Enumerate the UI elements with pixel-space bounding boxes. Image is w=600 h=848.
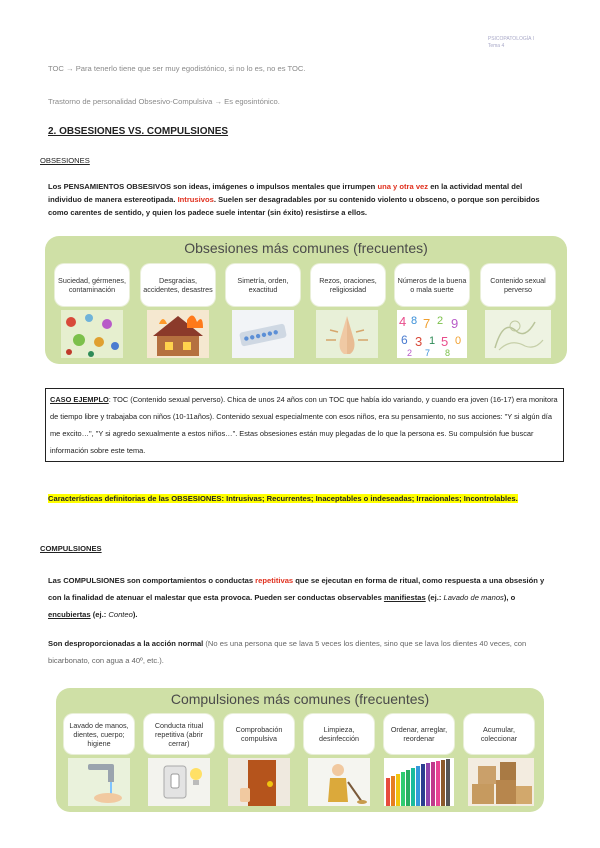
obsesiones-banner-title: Obsesiones más comunes (frecuentes) [184, 240, 428, 256]
svg-text:7: 7 [425, 348, 431, 358]
obsesiones-heading: OBSESIONES [40, 156, 90, 165]
obsesion-card-numeros: Números de la buena o mala suerte [395, 264, 469, 306]
compulsiones-infographic [56, 688, 544, 812]
svg-text:4: 4 [399, 314, 407, 329]
svg-text:8: 8 [411, 315, 418, 327]
svg-text:9: 9 [451, 316, 459, 331]
numbers-icon [397, 310, 467, 358]
compulsion-card-ordenar: Ordenar, arreglar, reordenar [384, 714, 454, 754]
svg-text:1: 1 [429, 335, 436, 347]
obsesion-card-desgracias: Desgracias, accidentes, desastres [141, 264, 215, 306]
compulsiones-definition: Las COMPULSIONES son comportamientos o conductas repetitivas que se ejecutan en forma de ritual, como respuesta a una obsesión y con la finalidad de atenuar el malestar que esta provoca. Pueden ser conductas observables manifiestas (ej.: Lavado de manos), o encubiertas (ej.: Conteo). [48, 576, 545, 619]
obsesion-card-rezos: Rezos, oraciones, religiosidad [311, 264, 385, 306]
section-title: 2. OBSESIONES VS. COMPULSIONES [48, 126, 229, 137]
toc-note: TOC → Para tenerlo tiene que ser muy egodistónico, si no lo es, no es TOC. [48, 64, 306, 73]
svg-text:0: 0 [455, 335, 462, 347]
compulsiones-heading: COMPULSIONES [40, 544, 102, 553]
caso-ejemplo-box: CASO EJEMPLO: TOC (Contenido sexual perverso). Chica de unos 24 años con un TOC que había ido variando, y cuando era joven (16-17) era monitora de tiempo libre y trabajaba con niños (10-11años). Contenido sexual especialmente con esos niños, era su pensamiento, no sus acciones: "Y si algún día me excito…", "Y si agredo sexualmente a estos niños…". Estas obsesiones están muy plegadas de lo que la persona es. Su compulsión fue buscar información sobre este tema. [45, 388, 564, 462]
header-topic: Tema 4 [487, 43, 505, 49]
svg-text:8: 8 [445, 348, 451, 358]
burning-house-icon [147, 310, 209, 358]
svg-text:2: 2 [407, 348, 413, 358]
svg-text:3: 3 [415, 334, 423, 349]
ordered-pills-icon [232, 310, 294, 358]
svg-text:7: 7 [423, 316, 431, 331]
document-header [488, 36, 534, 50]
germs-icon [61, 310, 123, 358]
obsesiones-definition: Los PENSAMIENTOS OBSESIVOS son ideas, imágenes o impulsos mentales que irrumpen una y otra vez en la actividad mental del individuo de manera estereotipada. Intrusivos. Suelen ser desagradables por su contenido violento u obsceno, o porque son percibidos como carentes de sentido, y quien los padece suele intentar (sin éxito) resistirse a ellos. [48, 182, 540, 217]
compulsion-card-acumular: Acumular, coleccionar [464, 714, 534, 754]
compulsion-card-ritual: Conducta ritual repetitiva (abrir cerrar) [144, 714, 214, 754]
sketch-icon [485, 310, 551, 358]
obsesion-card-simetria: Simetría, orden, exactitud [226, 264, 300, 306]
compulsion-card-limpieza: Limpieza, desinfección [304, 714, 374, 754]
svg-text:2: 2 [437, 315, 444, 327]
obsesion-card-suciedad: Suciedad, gérmenes, contaminación [55, 264, 129, 306]
compulsiones-banner-title: Compulsiones más comunes (frecuentes) [170, 691, 430, 707]
door-lock-icon [228, 758, 290, 806]
tpoc-note: Trastorno de personalidad Obsesivo-Compulsiva → Es egosintónico. [48, 97, 280, 106]
svg-text:5: 5 [441, 334, 449, 349]
desproporcionadas-note: Son desproporcionadas a la acción normal (No es una persona que se lava 5 veces los dientes, sino que se lava los dientes 40 veces, con bicarbonato, con agua a 40º, etc.). [48, 639, 527, 665]
praying-hands-icon [316, 310, 378, 358]
light-switch-icon [148, 758, 210, 806]
faucet-icon [68, 758, 130, 806]
header-subject: PSICOPATOLOGÍA I [487, 36, 534, 42]
caracteristicas-obsesiones: Características definitorias de las OBSESIONES: Intrusivas; Recurrentes; Inaceptables o indeseadas; Irracionales; Incontrolables. [48, 494, 518, 503]
svg-text:6: 6 [401, 333, 408, 347]
compulsion-card-lavado: Lavado de manos, dientes, cuerpo; higiene [64, 714, 134, 754]
obsesiones-infographic [45, 236, 567, 364]
obsesion-card-sexual: Contenido sexual perverso [481, 264, 555, 306]
colored-pencils-icon [384, 758, 454, 806]
compulsion-card-comprobacion: Comprobación compulsiva [224, 714, 294, 754]
boxes-icon [468, 758, 534, 806]
cleaning-icon [308, 758, 370, 806]
